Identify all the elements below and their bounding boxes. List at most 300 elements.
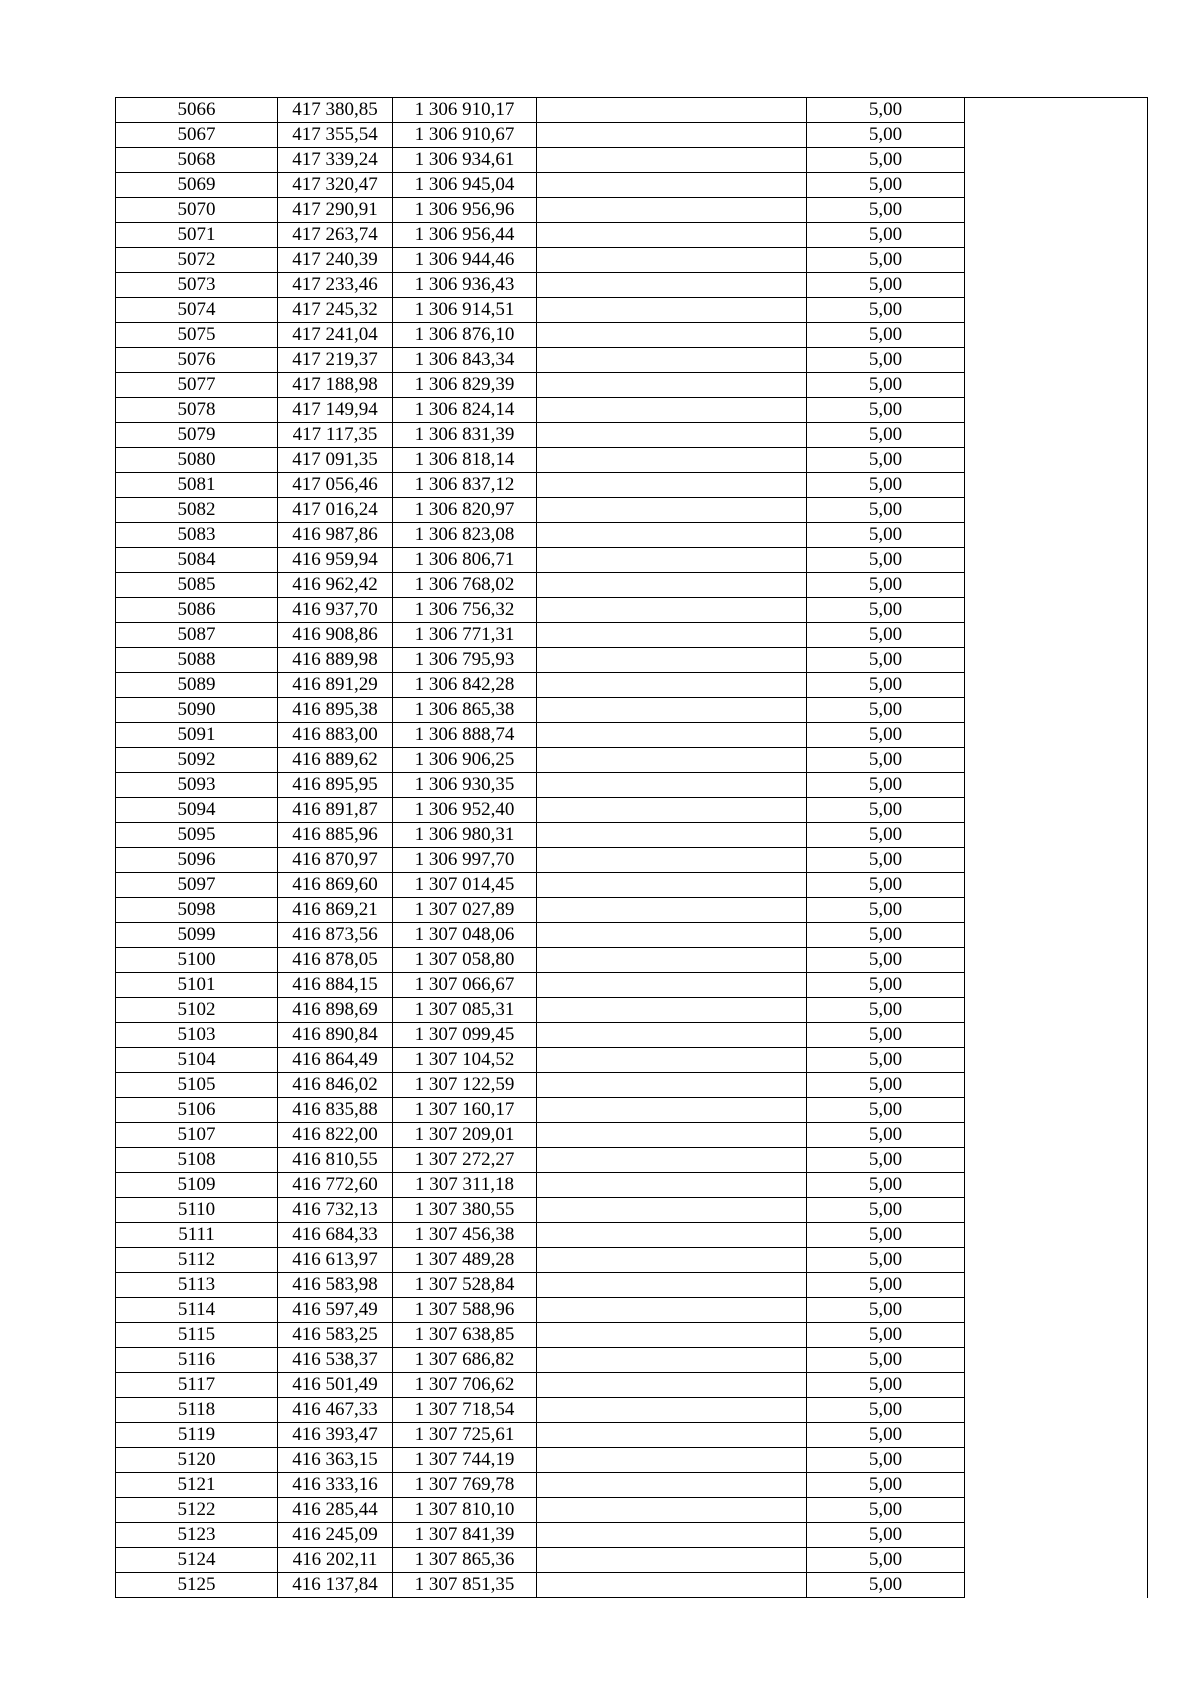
extra-cell <box>965 348 1148 373</box>
table-row <box>116 623 1148 648</box>
table-row <box>116 598 1148 623</box>
x-coordinate-cell: 416 895,95 <box>278 773 393 798</box>
table-row <box>116 298 1148 323</box>
extra-cell <box>965 998 1148 1023</box>
y-coordinate-cell: 1 307 638,85 <box>393 1323 537 1348</box>
point-number-cell: 5106 <box>116 1098 278 1123</box>
y-coordinate-cell: 1 306 818,14 <box>393 448 537 473</box>
extra-cell <box>965 573 1148 598</box>
description-cell <box>537 873 807 898</box>
point-number-cell: 5109 <box>116 1173 278 1198</box>
value-cell: 5,00 <box>807 1423 965 1448</box>
extra-cell <box>965 1423 1148 1448</box>
point-number-cell: 5116 <box>116 1348 278 1373</box>
y-coordinate-cell: 1 306 956,44 <box>393 223 537 248</box>
point-number-cell: 5081 <box>116 473 278 498</box>
point-number-cell: 5094 <box>116 798 278 823</box>
description-cell <box>537 1273 807 1298</box>
description-cell <box>537 373 807 398</box>
x-coordinate-cell: 417 263,74 <box>278 223 393 248</box>
value-cell: 5,00 <box>807 1498 965 1523</box>
point-number-cell: 5072 <box>116 248 278 273</box>
table-row <box>116 1323 1148 1348</box>
extra-cell <box>965 898 1148 923</box>
extra-cell <box>965 298 1148 323</box>
extra-cell <box>965 1348 1148 1373</box>
x-coordinate-cell: 416 884,15 <box>278 973 393 998</box>
description-cell <box>537 298 807 323</box>
y-coordinate-cell: 1 306 795,93 <box>393 648 537 673</box>
point-number-cell: 5090 <box>116 698 278 723</box>
y-coordinate-cell: 1 306 823,08 <box>393 523 537 548</box>
value-cell: 5,00 <box>807 398 965 423</box>
table-row <box>116 573 1148 598</box>
description-cell <box>537 648 807 673</box>
description-cell <box>537 1473 807 1498</box>
description-cell <box>537 1448 807 1473</box>
x-coordinate-cell: 416 889,62 <box>278 748 393 773</box>
x-coordinate-cell: 416 895,38 <box>278 698 393 723</box>
y-coordinate-cell: 1 307 380,55 <box>393 1198 537 1223</box>
table-row <box>116 248 1148 273</box>
point-number-cell: 5066 <box>116 98 278 123</box>
extra-cell <box>965 448 1148 473</box>
extra-cell <box>965 148 1148 173</box>
value-cell: 5,00 <box>807 1198 965 1223</box>
value-cell: 5,00 <box>807 1473 965 1498</box>
extra-cell <box>965 1223 1148 1248</box>
description-cell <box>537 1423 807 1448</box>
description-cell <box>537 123 807 148</box>
x-coordinate-cell: 417 219,37 <box>278 348 393 373</box>
value-cell: 5,00 <box>807 348 965 373</box>
x-coordinate-cell: 416 878,05 <box>278 948 393 973</box>
description-cell <box>537 1373 807 1398</box>
y-coordinate-cell: 1 307 851,35 <box>393 1573 537 1598</box>
x-coordinate-cell: 417 117,35 <box>278 423 393 448</box>
point-number-cell: 5113 <box>116 1273 278 1298</box>
value-cell: 5,00 <box>807 323 965 348</box>
description-cell <box>537 1548 807 1573</box>
x-coordinate-cell: 417 240,39 <box>278 248 393 273</box>
extra-cell <box>965 648 1148 673</box>
y-coordinate-cell: 1 306 910,17 <box>393 98 537 123</box>
value-cell: 5,00 <box>807 998 965 1023</box>
extra-cell <box>965 623 1148 648</box>
description-cell <box>537 523 807 548</box>
value-cell: 5,00 <box>807 1273 965 1298</box>
value-cell: 5,00 <box>807 1148 965 1173</box>
x-coordinate-cell: 416 333,16 <box>278 1473 393 1498</box>
table-row <box>116 723 1148 748</box>
table-row <box>116 1023 1148 1048</box>
description-cell <box>537 1398 807 1423</box>
y-coordinate-cell: 1 307 528,84 <box>393 1273 537 1298</box>
value-cell: 5,00 <box>807 148 965 173</box>
y-coordinate-cell: 1 306 906,25 <box>393 748 537 773</box>
extra-cell <box>965 98 1148 123</box>
x-coordinate-cell: 416 583,98 <box>278 1273 393 1298</box>
value-cell: 5,00 <box>807 1098 965 1123</box>
description-cell <box>537 623 807 648</box>
extra-cell <box>965 1298 1148 1323</box>
extra-cell <box>965 923 1148 948</box>
table-row <box>116 1448 1148 1473</box>
value-cell: 5,00 <box>807 1173 965 1198</box>
extra-cell <box>965 798 1148 823</box>
table-row <box>116 1173 1148 1198</box>
extra-cell <box>965 273 1148 298</box>
extra-cell <box>965 1073 1148 1098</box>
description-cell <box>537 948 807 973</box>
extra-cell <box>965 1198 1148 1223</box>
x-coordinate-cell: 416 890,84 <box>278 1023 393 1048</box>
value-cell: 5,00 <box>807 1023 965 1048</box>
y-coordinate-cell: 1 306 806,71 <box>393 548 537 573</box>
value-cell: 5,00 <box>807 898 965 923</box>
y-coordinate-cell: 1 306 837,12 <box>393 473 537 498</box>
value-cell: 5,00 <box>807 1373 965 1398</box>
x-coordinate-cell: 416 822,00 <box>278 1123 393 1148</box>
value-cell: 5,00 <box>807 423 965 448</box>
table-row <box>116 98 1148 123</box>
value-cell: 5,00 <box>807 1123 965 1148</box>
x-coordinate-cell: 417 016,24 <box>278 498 393 523</box>
table-row <box>116 1348 1148 1373</box>
point-number-cell: 5087 <box>116 623 278 648</box>
y-coordinate-cell: 1 306 824,14 <box>393 398 537 423</box>
table-row <box>116 498 1148 523</box>
y-coordinate-cell: 1 307 085,31 <box>393 998 537 1023</box>
x-coordinate-cell: 416 864,49 <box>278 1048 393 1073</box>
table-row <box>116 773 1148 798</box>
table-row <box>116 998 1148 1023</box>
point-number-cell: 5104 <box>116 1048 278 1073</box>
value-cell: 5,00 <box>807 648 965 673</box>
y-coordinate-cell: 1 307 706,62 <box>393 1373 537 1398</box>
extra-cell <box>965 423 1148 448</box>
x-coordinate-cell: 416 846,02 <box>278 1073 393 1098</box>
extra-cell <box>965 1023 1148 1048</box>
description-cell <box>537 598 807 623</box>
x-coordinate-cell: 416 870,97 <box>278 848 393 873</box>
table-row <box>116 398 1148 423</box>
x-coordinate-cell: 417 380,85 <box>278 98 393 123</box>
point-number-cell: 5084 <box>116 548 278 573</box>
value-cell: 5,00 <box>807 1073 965 1098</box>
point-number-cell: 5112 <box>116 1248 278 1273</box>
table-row <box>116 1398 1148 1423</box>
table-row <box>116 973 1148 998</box>
description-cell <box>537 1073 807 1098</box>
table-row <box>116 648 1148 673</box>
value-cell: 5,00 <box>807 923 965 948</box>
point-number-cell: 5108 <box>116 1148 278 1173</box>
extra-cell <box>965 1148 1148 1173</box>
y-coordinate-cell: 1 307 209,01 <box>393 1123 537 1148</box>
table-row <box>116 1223 1148 1248</box>
extra-cell <box>965 723 1148 748</box>
table-row <box>116 348 1148 373</box>
table-row <box>116 1423 1148 1448</box>
x-coordinate-cell: 416 869,21 <box>278 898 393 923</box>
table-row <box>116 1373 1148 1398</box>
y-coordinate-cell: 1 307 160,17 <box>393 1098 537 1123</box>
description-cell <box>537 1023 807 1048</box>
point-number-cell: 5121 <box>116 1473 278 1498</box>
x-coordinate-cell: 416 959,94 <box>278 548 393 573</box>
table-row <box>116 1548 1148 1573</box>
point-number-cell: 5082 <box>116 498 278 523</box>
point-number-cell: 5122 <box>116 1498 278 1523</box>
description-cell <box>537 1173 807 1198</box>
x-coordinate-cell: 417 290,91 <box>278 198 393 223</box>
y-coordinate-cell: 1 306 997,70 <box>393 848 537 873</box>
description-cell <box>537 248 807 273</box>
point-number-cell: 5069 <box>116 173 278 198</box>
description-cell <box>537 723 807 748</box>
x-coordinate-cell: 416 885,96 <box>278 823 393 848</box>
table-row <box>116 1148 1148 1173</box>
value-cell: 5,00 <box>807 273 965 298</box>
x-coordinate-cell: 417 245,32 <box>278 298 393 323</box>
x-coordinate-cell: 417 091,35 <box>278 448 393 473</box>
x-coordinate-cell: 416 245,09 <box>278 1523 393 1548</box>
point-number-cell: 5091 <box>116 723 278 748</box>
extra-cell <box>965 373 1148 398</box>
table-row <box>116 1073 1148 1098</box>
x-coordinate-cell: 417 188,98 <box>278 373 393 398</box>
table-row <box>116 1523 1148 1548</box>
y-coordinate-cell: 1 306 756,32 <box>393 598 537 623</box>
table-row <box>116 848 1148 873</box>
description-cell <box>537 1198 807 1223</box>
extra-cell <box>965 698 1148 723</box>
point-number-cell: 5086 <box>116 598 278 623</box>
point-number-cell: 5083 <box>116 523 278 548</box>
value-cell: 5,00 <box>807 873 965 898</box>
y-coordinate-cell: 1 307 489,28 <box>393 1248 537 1273</box>
extra-cell <box>965 848 1148 873</box>
point-number-cell: 5079 <box>116 423 278 448</box>
y-coordinate-cell: 1 307 810,10 <box>393 1498 537 1523</box>
point-number-cell: 5093 <box>116 773 278 798</box>
description-cell <box>537 173 807 198</box>
x-coordinate-cell: 417 355,54 <box>278 123 393 148</box>
x-coordinate-cell: 416 501,49 <box>278 1373 393 1398</box>
table-row <box>116 548 1148 573</box>
description-cell <box>537 998 807 1023</box>
value-cell: 5,00 <box>807 948 965 973</box>
y-coordinate-cell: 1 307 058,80 <box>393 948 537 973</box>
table-row <box>116 948 1148 973</box>
x-coordinate-cell: 417 056,46 <box>278 473 393 498</box>
extra-cell <box>965 873 1148 898</box>
coordinates-table-body <box>116 98 1148 1598</box>
extra-cell <box>965 1473 1148 1498</box>
table-row <box>116 698 1148 723</box>
extra-cell <box>965 1123 1148 1148</box>
table-row <box>116 1098 1148 1123</box>
y-coordinate-cell: 1 306 936,43 <box>393 273 537 298</box>
x-coordinate-cell: 416 898,69 <box>278 998 393 1023</box>
extra-cell <box>965 173 1148 198</box>
extra-cell <box>965 523 1148 548</box>
extra-cell <box>965 1523 1148 1548</box>
description-cell <box>537 573 807 598</box>
point-number-cell: 5101 <box>116 973 278 998</box>
y-coordinate-cell: 1 306 888,74 <box>393 723 537 748</box>
description-cell <box>537 1248 807 1273</box>
description-cell <box>537 498 807 523</box>
point-number-cell: 5078 <box>116 398 278 423</box>
value-cell: 5,00 <box>807 1448 965 1473</box>
point-number-cell: 5080 <box>116 448 278 473</box>
table-row <box>116 748 1148 773</box>
description-cell <box>537 348 807 373</box>
y-coordinate-cell: 1 306 829,39 <box>393 373 537 398</box>
x-coordinate-cell: 416 883,00 <box>278 723 393 748</box>
y-coordinate-cell: 1 306 910,67 <box>393 123 537 148</box>
point-number-cell: 5110 <box>116 1198 278 1223</box>
extra-cell <box>965 1548 1148 1573</box>
y-coordinate-cell: 1 307 272,27 <box>393 1148 537 1173</box>
value-cell: 5,00 <box>807 1523 965 1548</box>
value-cell: 5,00 <box>807 1548 965 1573</box>
table-row <box>116 1048 1148 1073</box>
table-row <box>116 423 1148 448</box>
description-cell <box>537 473 807 498</box>
y-coordinate-cell: 1 306 952,40 <box>393 798 537 823</box>
description-cell <box>537 848 807 873</box>
y-coordinate-cell: 1 306 771,31 <box>393 623 537 648</box>
value-cell: 5,00 <box>807 548 965 573</box>
y-coordinate-cell: 1 307 066,67 <box>393 973 537 998</box>
y-coordinate-cell: 1 307 588,96 <box>393 1298 537 1323</box>
description-cell <box>537 273 807 298</box>
point-number-cell: 5115 <box>116 1323 278 1348</box>
y-coordinate-cell: 1 307 027,89 <box>393 898 537 923</box>
point-number-cell: 5111 <box>116 1223 278 1248</box>
value-cell: 5,00 <box>807 473 965 498</box>
description-cell <box>537 1298 807 1323</box>
point-number-cell: 5073 <box>116 273 278 298</box>
extra-cell <box>965 1373 1148 1398</box>
point-number-cell: 5124 <box>116 1548 278 1573</box>
description-cell <box>537 98 807 123</box>
value-cell: 5,00 <box>807 623 965 648</box>
description-cell <box>537 448 807 473</box>
description-cell <box>537 1148 807 1173</box>
x-coordinate-cell: 416 137,84 <box>278 1573 393 1598</box>
point-number-cell: 5098 <box>116 898 278 923</box>
value-cell: 5,00 <box>807 448 965 473</box>
point-number-cell: 5071 <box>116 223 278 248</box>
description-cell <box>537 823 807 848</box>
point-number-cell: 5102 <box>116 998 278 1023</box>
value-cell: 5,00 <box>807 823 965 848</box>
table-row <box>116 923 1148 948</box>
x-coordinate-cell: 417 320,47 <box>278 173 393 198</box>
table-row <box>116 448 1148 473</box>
y-coordinate-cell: 1 306 876,10 <box>393 323 537 348</box>
table-row <box>116 148 1148 173</box>
value-cell: 5,00 <box>807 123 965 148</box>
description-cell <box>537 1498 807 1523</box>
y-coordinate-cell: 1 307 841,39 <box>393 1523 537 1548</box>
y-coordinate-cell: 1 306 914,51 <box>393 298 537 323</box>
description-cell <box>537 148 807 173</box>
x-coordinate-cell: 417 339,24 <box>278 148 393 173</box>
x-coordinate-cell: 416 393,47 <box>278 1423 393 1448</box>
description-cell <box>537 1123 807 1148</box>
value-cell: 5,00 <box>807 248 965 273</box>
table-row <box>116 898 1148 923</box>
y-coordinate-cell: 1 306 956,96 <box>393 198 537 223</box>
x-coordinate-cell: 416 987,86 <box>278 523 393 548</box>
point-number-cell: 5095 <box>116 823 278 848</box>
value-cell: 5,00 <box>807 373 965 398</box>
table-row <box>116 1573 1148 1598</box>
extra-cell <box>965 598 1148 623</box>
table-row <box>116 173 1148 198</box>
value-cell: 5,00 <box>807 1298 965 1323</box>
table-row <box>116 1198 1148 1223</box>
extra-cell <box>965 498 1148 523</box>
point-number-cell: 5103 <box>116 1023 278 1048</box>
extra-cell <box>965 223 1148 248</box>
y-coordinate-cell: 1 306 944,46 <box>393 248 537 273</box>
y-coordinate-cell: 1 307 456,38 <box>393 1223 537 1248</box>
y-coordinate-cell: 1 307 725,61 <box>393 1423 537 1448</box>
description-cell <box>537 973 807 998</box>
x-coordinate-cell: 416 772,60 <box>278 1173 393 1198</box>
description-cell <box>537 1523 807 1548</box>
point-number-cell: 5089 <box>116 673 278 698</box>
value-cell: 5,00 <box>807 198 965 223</box>
table-row <box>116 798 1148 823</box>
extra-cell <box>965 398 1148 423</box>
y-coordinate-cell: 1 306 945,04 <box>393 173 537 198</box>
value-cell: 5,00 <box>807 223 965 248</box>
description-cell <box>537 223 807 248</box>
x-coordinate-cell: 416 908,86 <box>278 623 393 648</box>
point-number-cell: 5067 <box>116 123 278 148</box>
value-cell: 5,00 <box>807 1248 965 1273</box>
point-number-cell: 5107 <box>116 1123 278 1148</box>
value-cell: 5,00 <box>807 1573 965 1598</box>
extra-cell <box>965 948 1148 973</box>
table-row <box>116 273 1148 298</box>
extra-cell <box>965 1448 1148 1473</box>
extra-cell <box>965 748 1148 773</box>
value-cell: 5,00 <box>807 598 965 623</box>
value-cell: 5,00 <box>807 698 965 723</box>
y-coordinate-cell: 1 307 311,18 <box>393 1173 537 1198</box>
extra-cell <box>965 1398 1148 1423</box>
description-cell <box>537 673 807 698</box>
point-number-cell: 5119 <box>116 1423 278 1448</box>
point-number-cell: 5120 <box>116 1448 278 1473</box>
table-row <box>116 198 1148 223</box>
x-coordinate-cell: 416 467,33 <box>278 1398 393 1423</box>
value-cell: 5,00 <box>807 573 965 598</box>
value-cell: 5,00 <box>807 298 965 323</box>
point-number-cell: 5096 <box>116 848 278 873</box>
description-cell <box>537 1348 807 1373</box>
description-cell <box>537 748 807 773</box>
x-coordinate-cell: 417 233,46 <box>278 273 393 298</box>
